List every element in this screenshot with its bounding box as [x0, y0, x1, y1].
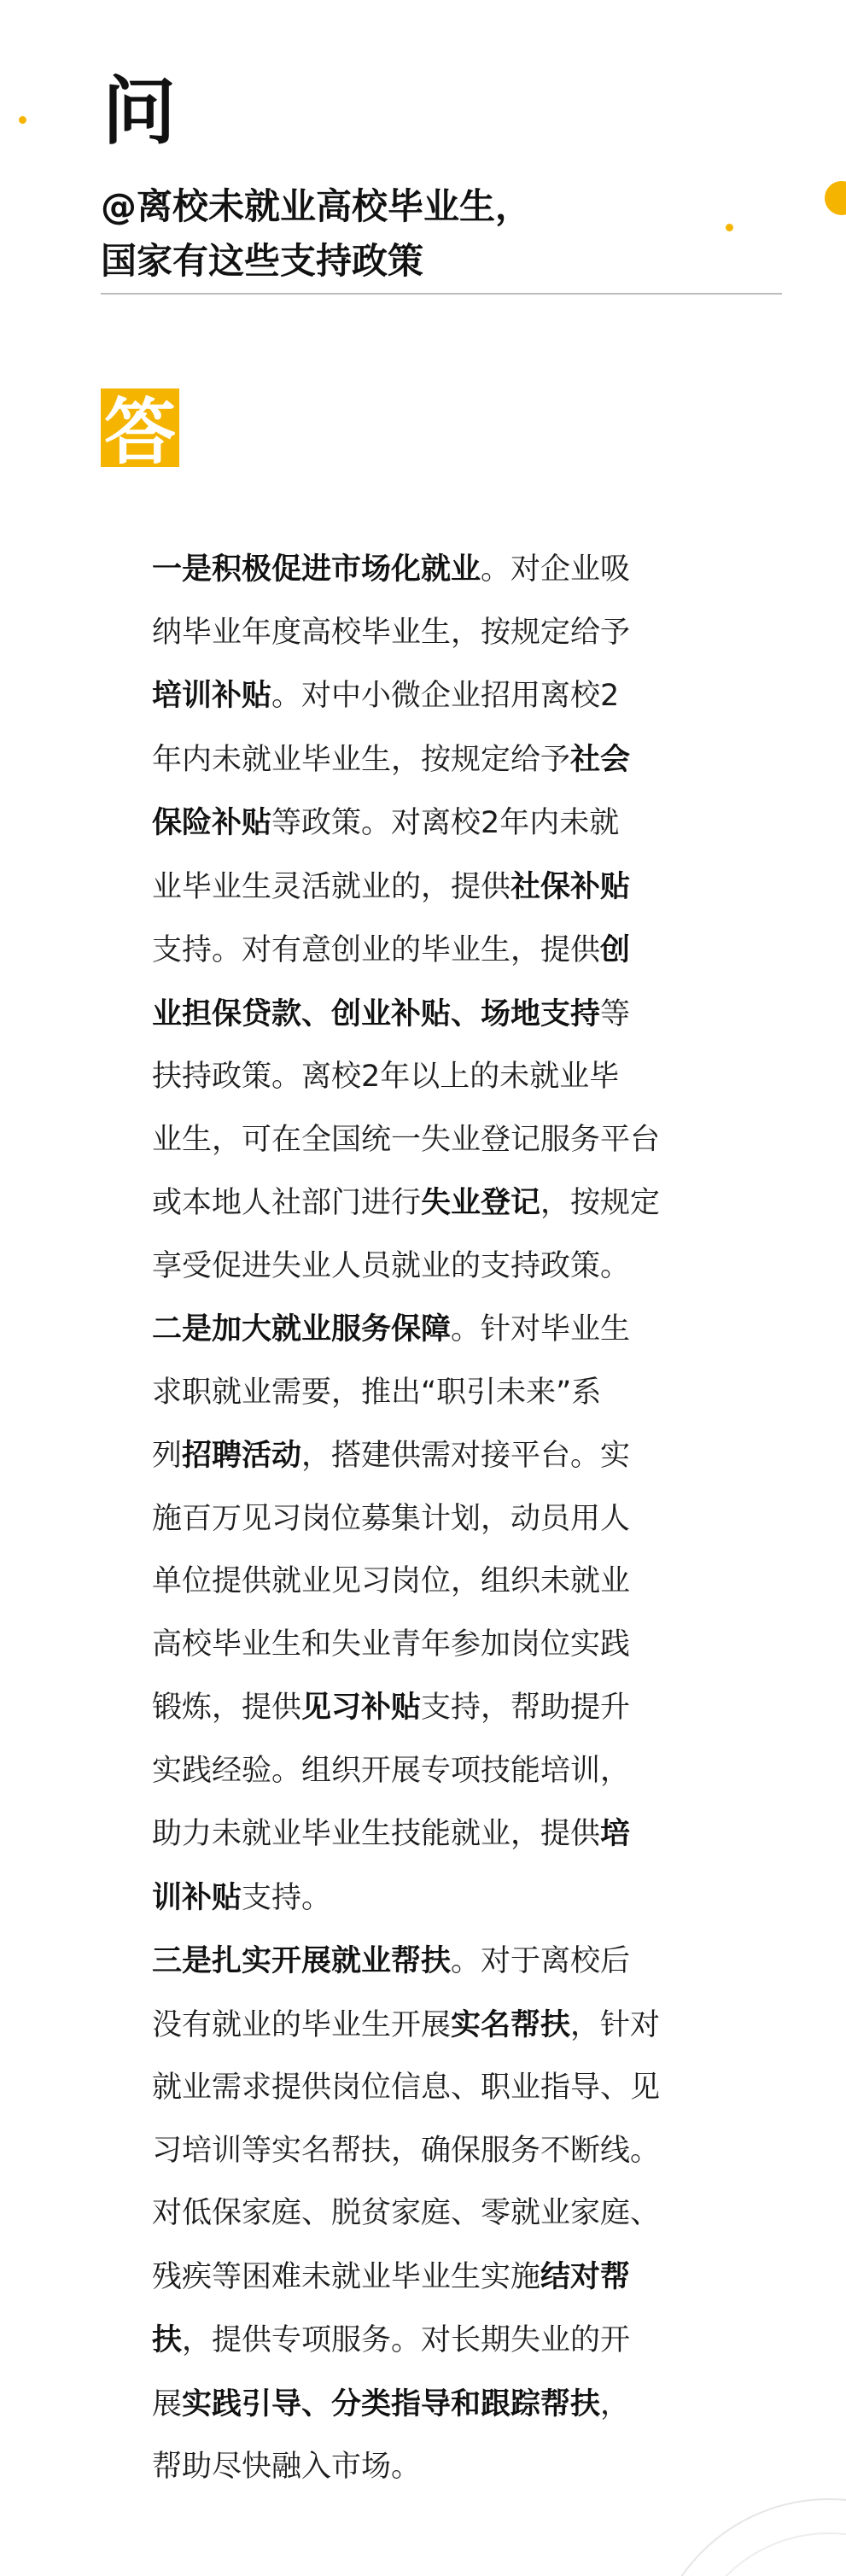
- body-text: 业生，可在全国统一失业登记服务平台: [152, 1122, 661, 1157]
- body-text: 业毕业生灵活就业的，提供: [152, 869, 511, 904]
- body-line: [152, 1994, 715, 2058]
- body-line: [152, 1930, 715, 1994]
- body-text: 助力未就业毕业生技能就业，提供: [152, 1817, 601, 1851]
- body-text: 。对于离校后: [451, 1944, 631, 1978]
- body-line: [152, 983, 715, 1047]
- body-line: [152, 2120, 715, 2183]
- body-text: 享受促进失业人员就业的支持政策。: [152, 1248, 631, 1283]
- body-line: [152, 2246, 715, 2310]
- body-text: ，提供专项服务。对长期失业的开: [182, 2323, 631, 2357]
- body-line: [152, 1614, 715, 1677]
- body-emphasis: 实践引导、分类指导和跟踪帮扶: [182, 2386, 601, 2421]
- body-text: 扶持政策。离校2年以上的未就业毕: [152, 1060, 620, 1094]
- body-emphasis: 业担保贷款、创业补贴、场地支持: [152, 996, 601, 1031]
- body-line: [152, 1866, 715, 1931]
- body-line: [152, 1551, 715, 1614]
- body-line: [152, 791, 715, 856]
- body-text: 实践经验。组织开展专项技能培训，: [152, 1753, 631, 1788]
- body-text: 。对中小微企业招用离校2: [271, 679, 620, 713]
- body-emphasis: 社保补贴: [511, 868, 631, 904]
- body-text: 支持。对有意创业的毕业生，提供: [152, 933, 601, 967]
- body-emphasis: 三是扎实开展就业帮扶: [152, 1943, 452, 1978]
- body-text: 支持。: [242, 1880, 332, 1915]
- body-emphasis: 一是积极促进市场化就业: [152, 552, 481, 587]
- decor-arcs: [624, 2465, 846, 2576]
- body-text: 没有就业的毕业生开展: [152, 2007, 452, 2042]
- body-emphasis: 招聘活动: [182, 1438, 302, 1473]
- body-line: [152, 1424, 715, 1488]
- body-text: 列: [152, 1439, 183, 1473]
- body-line: [152, 1676, 715, 1740]
- body-emphasis: 培: [600, 1816, 631, 1851]
- body-text: 对低保家庭、脱贫家庭、零就业家庭、: [152, 2196, 661, 2230]
- answer-logo-text: 答: [103, 390, 177, 467]
- body-text: ，搭建供需对接平台。实: [301, 1439, 631, 1473]
- body-emphasis: 结对帮: [540, 2258, 631, 2294]
- body-text: 等政策。对离校2年内未就: [271, 806, 620, 840]
- page-title: [101, 179, 784, 289]
- answer-logo-icon: [101, 388, 179, 467]
- decor-dot-right-half: [825, 181, 846, 215]
- body-line: [152, 538, 715, 602]
- body-line: [152, 856, 715, 920]
- body-text: 纳毕业年度高校毕业生，按规定给予: [152, 615, 631, 650]
- body-text: 就业需求提供岗位信息、职业指导、见: [152, 2071, 661, 2105]
- body-text: 展: [152, 2386, 183, 2421]
- body-text: 单位提供就业见习岗位，组织未就业: [152, 1564, 631, 1598]
- body-text: 高校毕业生和失业青年参加岗位实践: [152, 1627, 631, 1662]
- title-line-1: @离校未就业高校毕业生，: [101, 185, 532, 227]
- body-emphasis: 二是加大就业服务保障: [152, 1311, 452, 1346]
- body-text: 年内未就业毕业生，按规定给予: [152, 742, 571, 777]
- title-divider: [101, 293, 782, 295]
- body-line: [152, 1362, 715, 1425]
- body-text: ，按规定: [540, 1186, 661, 1220]
- body-line: [152, 2309, 715, 2373]
- body-text: 残疾等困难未就业毕业生实施: [152, 2259, 541, 2294]
- body-line: [152, 1046, 715, 1109]
- body-emphasis: 训补贴: [152, 1879, 242, 1915]
- body-text: 支持，帮助提升: [421, 1691, 631, 1725]
- body-text: 等: [600, 996, 631, 1031]
- body-text: 习培训等实名帮扶，确保服务不断线。: [152, 2133, 661, 2168]
- body-text: 帮助尽快融入市场。: [152, 2450, 422, 2484]
- body-line: [152, 1298, 715, 1362]
- body-line: [152, 1802, 715, 1866]
- body-line: [152, 1235, 715, 1299]
- body-emphasis: 社会: [570, 741, 631, 777]
- body-line: [152, 1488, 715, 1551]
- body-emphasis: 失业登记: [421, 1185, 541, 1220]
- body-emphasis: 实名帮扶: [451, 2006, 571, 2042]
- body-line: [152, 602, 715, 665]
- title-line-2: 国家有这些支持政策: [101, 240, 424, 282]
- body-line: [152, 1171, 715, 1235]
- decor-dot-left: [19, 116, 26, 124]
- body-emphasis: 创: [600, 932, 631, 967]
- body-line: [152, 1740, 715, 1803]
- body-line: [152, 2373, 715, 2437]
- question-mark-logo-icon: [101, 70, 178, 147]
- question-logo-text: 问: [102, 70, 176, 147]
- body-emphasis: 见习补贴: [301, 1690, 422, 1725]
- body-emphasis: 培训补贴: [152, 678, 272, 713]
- body-line: [152, 664, 715, 728]
- body-line: [152, 2057, 715, 2120]
- body-text: 施百万见习岗位募集计划，动员用人: [152, 1501, 631, 1536]
- body-line: [152, 1109, 715, 1172]
- body-text: ，: [600, 2386, 631, 2421]
- body-text: 求职就业需要，推出“职引未来”系: [152, 1375, 602, 1410]
- body-text: 。针对毕业生: [451, 1312, 631, 1346]
- body-text: 。对企业吸: [481, 552, 631, 587]
- body-line: [152, 728, 715, 792]
- answer-body: [152, 538, 715, 2499]
- body-text: 或本地人社部门进行: [152, 1186, 422, 1220]
- body-line: [152, 2182, 715, 2246]
- body-text: ，针对: [570, 2007, 661, 2042]
- body-line: [152, 919, 715, 983]
- body-text: 锻炼，提供: [152, 1691, 302, 1725]
- body-emphasis: 保险补贴: [152, 805, 272, 840]
- body-emphasis: 扶: [152, 2322, 183, 2357]
